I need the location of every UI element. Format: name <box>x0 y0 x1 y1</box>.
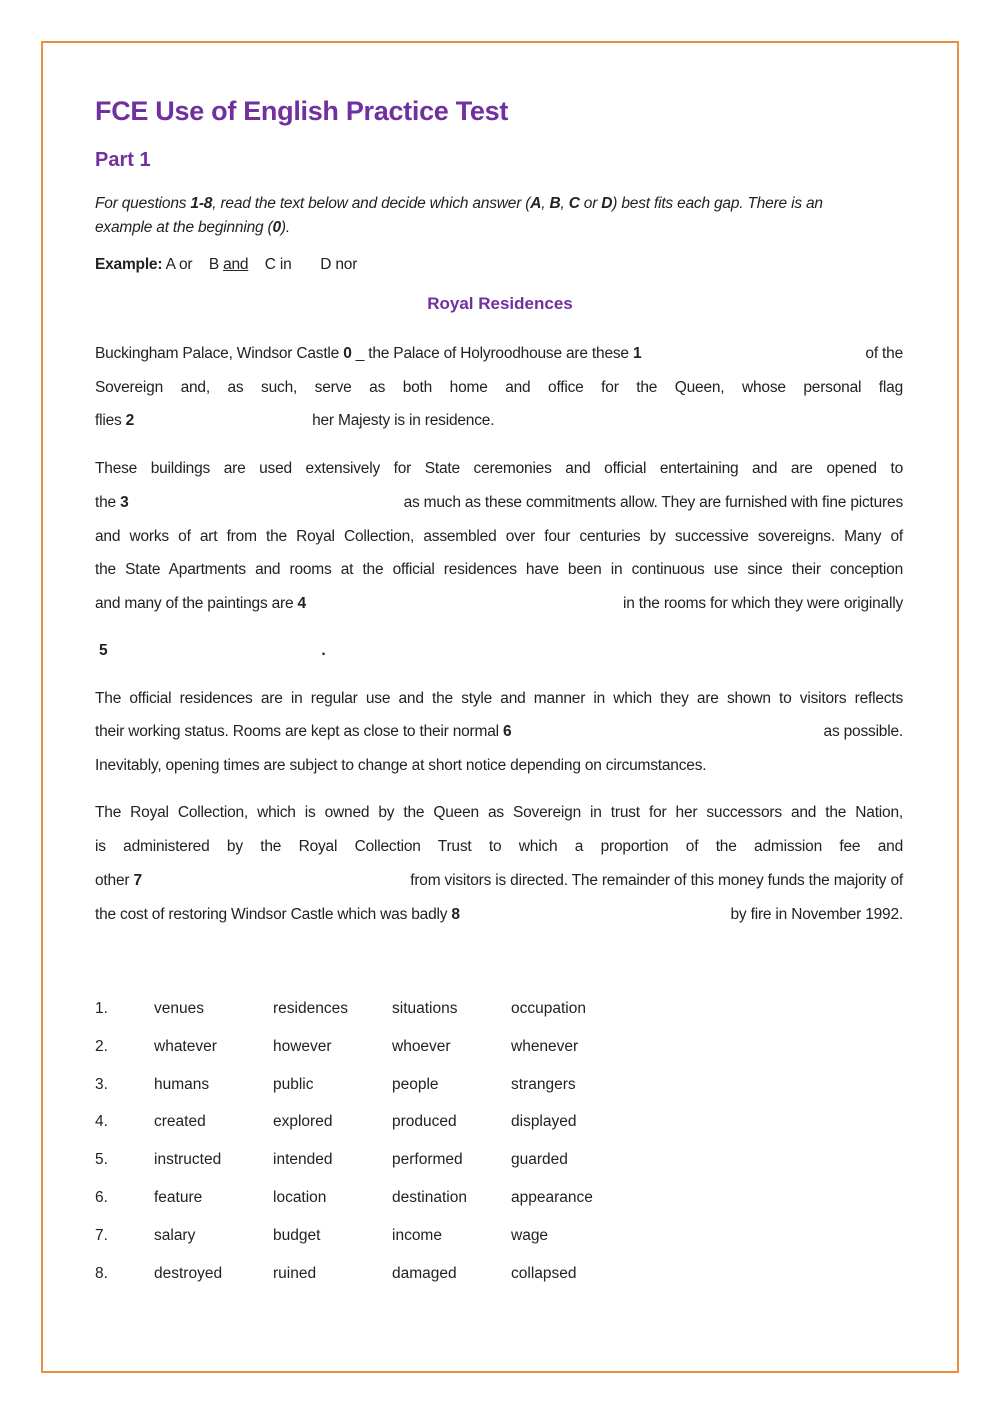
answer-option-a[interactable]: instructed <box>154 1151 222 1169</box>
answer-option-d[interactable]: occupation <box>511 1000 586 1017</box>
answer-option-b[interactable]: residences <box>273 1000 348 1017</box>
text-line: their working status. Rooms are kept as close to their normal 6 as possible. <box>95 723 903 740</box>
answer-option-c[interactable]: produced <box>392 1113 457 1131</box>
question-number: 6. <box>95 1189 108 1206</box>
answer-option-a[interactable]: salary <box>154 1226 196 1244</box>
example-line: Example: A or B and C in D nor <box>95 256 358 273</box>
answer-option-c[interactable]: income <box>392 1226 442 1244</box>
gap-3-input[interactable] <box>128 493 323 513</box>
text-line: the State Apartments and rooms at the official residences have been in continuous use since their conception <box>95 561 903 578</box>
text-title: Royal Residences <box>427 294 573 313</box>
answer-option-b[interactable]: explored <box>273 1113 333 1131</box>
answer-option-a[interactable]: venues <box>154 1000 204 1017</box>
answer-option-a[interactable]: whatever <box>154 1037 217 1055</box>
answer-option-b[interactable]: however <box>273 1037 332 1055</box>
gap-4-input[interactable] <box>306 594 536 614</box>
gap-7-input[interactable] <box>142 871 322 891</box>
gap-6-input[interactable] <box>511 722 741 742</box>
text-line: The official residences are in regular use and the style and manner in which they are shown to visitors reflects <box>95 690 903 707</box>
answer-option-a[interactable]: destroyed <box>154 1264 223 1282</box>
text-line: other 7 from visitors is directed. The remainder of this money funds the majority of <box>95 872 903 889</box>
answer-option-b[interactable]: budget <box>273 1226 321 1244</box>
answer-option-b[interactable]: ruined <box>273 1264 317 1282</box>
answer-option-d[interactable]: wage <box>511 1226 549 1244</box>
text-line: 5 . <box>99 642 326 659</box>
answer-option-a[interactable]: created <box>154 1113 206 1131</box>
text-line: These buildings are used extensively for State ceremonies and official entertaining and are opened to <box>95 460 903 477</box>
question-number: 4. <box>95 1113 108 1131</box>
question-number: 1. <box>95 1000 108 1017</box>
answer-option-a[interactable]: feature <box>154 1189 203 1206</box>
question-number: 7. <box>95 1226 108 1244</box>
gap-2-input[interactable] <box>134 411 312 431</box>
question-number: 2. <box>95 1037 108 1055</box>
answer-option-c[interactable]: damaged <box>392 1264 457 1282</box>
text-line: and works of art from the Royal Collection, assembled over four centuries by successive sovereigns. Many of <box>95 528 903 545</box>
text-line: flies 2 her Majesty is in residence. <box>95 412 495 429</box>
page-title: FCE Use of English Practice Test <box>95 96 509 126</box>
answer-option-c[interactable]: performed <box>392 1151 463 1169</box>
text-line: Buckingham Palace, Windsor Castle 0 _ the Palace of Holyroodhouse are these 1 of the <box>95 345 903 362</box>
answer-option-c[interactable]: destination <box>392 1189 467 1206</box>
answer-option-c[interactable]: whoever <box>392 1037 451 1055</box>
gap-5-input[interactable] <box>107 641 321 661</box>
text-line: and many of the paintings are 4 in the rooms for which they were originally <box>95 595 903 612</box>
answer-option-c[interactable]: people <box>392 1075 439 1093</box>
answer-option-d[interactable]: whenever <box>511 1037 579 1055</box>
answer-option-d[interactable]: collapsed <box>511 1264 577 1282</box>
text-line: is administered by the Royal Collection Trust to which a proportion of the admission fee and <box>95 838 903 855</box>
answer-option-d[interactable]: appearance <box>511 1189 593 1206</box>
question-number: 8. <box>95 1264 108 1282</box>
answer-option-a[interactable]: humans <box>154 1075 210 1093</box>
answer-option-c[interactable]: situations <box>392 1000 458 1017</box>
answer-option-b[interactable]: intended <box>273 1151 333 1169</box>
text-line: Inevitably, opening times are subject to change at short notice depending on circumstances. <box>95 757 707 774</box>
question-number: 3. <box>95 1075 108 1093</box>
answer-option-b[interactable]: public <box>273 1075 314 1093</box>
question-number: 5. <box>95 1151 108 1169</box>
instructions-line-1: For questions 1-8, read the text below and decide which answer (A, B, C or D) best fits each gap. There is an <box>95 195 823 212</box>
answer-option-d[interactable]: displayed <box>511 1113 577 1131</box>
instructions-line-2: example at the beginning (0). <box>95 219 290 236</box>
answer-option-b[interactable]: location <box>273 1189 327 1206</box>
text-line: the 3 as much as these commitments allow. They are furnished with fine pictures <box>95 494 903 511</box>
part-heading: Part 1 <box>95 149 151 171</box>
text-line: Sovereign and, as such, serve as both home and office for the Queen, whose personal flag <box>95 379 903 396</box>
text-line: The Royal Collection, which is owned by the Queen as Sovereign in trust for her successors and the Nation, <box>95 804 903 821</box>
gap-8-input[interactable] <box>460 905 650 925</box>
answer-option-d[interactable]: guarded <box>511 1151 568 1169</box>
text-line: the cost of restoring Windsor Castle which was badly 8 by fire in November 1992. <box>95 906 903 923</box>
answer-option-d[interactable]: strangers <box>511 1075 576 1093</box>
gap-1-input[interactable] <box>647 344 797 364</box>
